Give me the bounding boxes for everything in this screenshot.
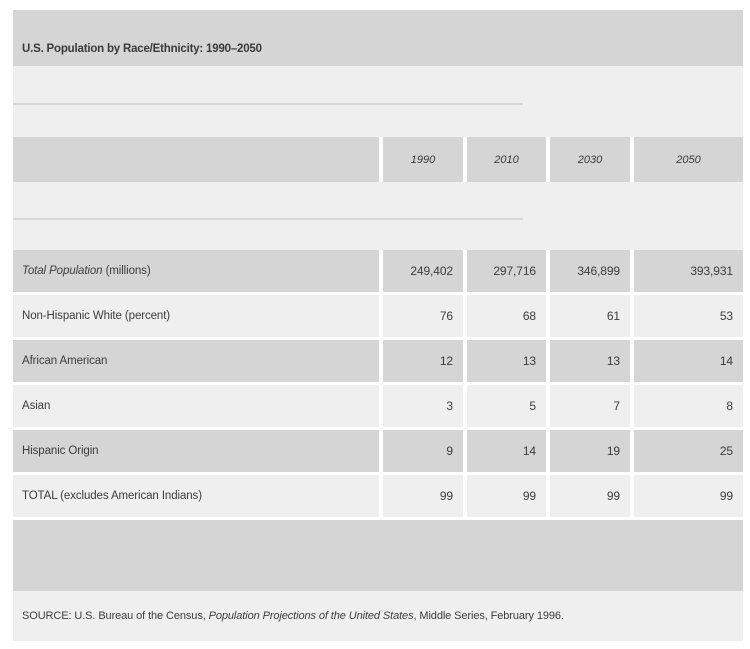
value-cell: 8 <box>634 385 743 427</box>
row-label-cell <box>13 340 379 382</box>
value-cell: 14 <box>467 430 546 472</box>
value-cell: 297,716 <box>467 250 546 292</box>
value-cell: 7 <box>550 385 630 427</box>
value-cell: 346,899 <box>550 250 630 292</box>
row-label: TOTAL (excludes American Indians) <box>22 490 202 502</box>
value-cell: 5 <box>467 385 546 427</box>
value-cell: 9 <box>383 430 463 472</box>
value-cell: 249,402 <box>383 250 463 292</box>
table-row-african-american <box>13 340 743 382</box>
row-label-cell <box>13 250 379 292</box>
value-cell: 99 <box>634 475 743 517</box>
table-header-row <box>13 137 743 182</box>
population-table <box>13 10 743 641</box>
table-body <box>13 250 743 517</box>
value-cell: 76 <box>383 295 463 337</box>
table-row-hispanic-origin <box>13 430 743 472</box>
value-cell: 393,931 <box>634 250 743 292</box>
row-label: Total Population (millions) <box>22 265 151 277</box>
value-cell: 13 <box>467 340 546 382</box>
value-cell: 61 <box>550 295 630 337</box>
source-prefix: SOURCE: U.S. Bureau of the Census, <box>22 610 209 622</box>
column-header-2010: 2010 <box>467 137 546 182</box>
column-header-2050: 2050 <box>634 137 743 182</box>
row-label: Asian <box>22 400 51 412</box>
rule-line-top <box>13 103 523 105</box>
row-label: Hispanic Origin <box>22 445 99 457</box>
value-cell: 99 <box>550 475 630 517</box>
value-cell: 25 <box>634 430 743 472</box>
row-label: African American <box>22 355 108 367</box>
row-label-cell <box>13 295 379 337</box>
table-row-non-hispanic-white <box>13 295 743 337</box>
column-header-1990: 1990 <box>383 137 463 182</box>
column-header-2030: 2030 <box>550 137 630 182</box>
table-row-total-population <box>13 250 743 292</box>
row-label-cell <box>13 475 379 517</box>
source-note <box>13 591 743 641</box>
spacer-band-middle <box>13 182 743 250</box>
header-label-cell <box>13 137 379 182</box>
table-title-bar <box>13 10 743 66</box>
row-label-cell <box>13 430 379 472</box>
spacer-band-top <box>13 66 743 137</box>
value-cell: 99 <box>383 475 463 517</box>
value-cell: 14 <box>634 340 743 382</box>
row-label-cell <box>13 385 379 427</box>
value-cell: 68 <box>467 295 546 337</box>
table-title: U.S. Population by Race/Ethnicity: 1990–2050 <box>22 43 262 55</box>
value-cell: 19 <box>550 430 630 472</box>
rule-line-middle <box>13 218 523 220</box>
spacer-band-bottom <box>13 520 743 591</box>
row-label: Non-Hispanic White (percent) <box>22 310 171 322</box>
source-suffix: , Middle Series, February 1996. <box>413 610 564 622</box>
value-cell: 3 <box>383 385 463 427</box>
table-row-total <box>13 475 743 517</box>
value-cell: 12 <box>383 340 463 382</box>
value-cell: 99 <box>467 475 546 517</box>
value-cell: 13 <box>550 340 630 382</box>
source-title-italic: Population Projections of the United States <box>208 610 414 622</box>
table-row-asian <box>13 385 743 427</box>
value-cell: 53 <box>634 295 743 337</box>
